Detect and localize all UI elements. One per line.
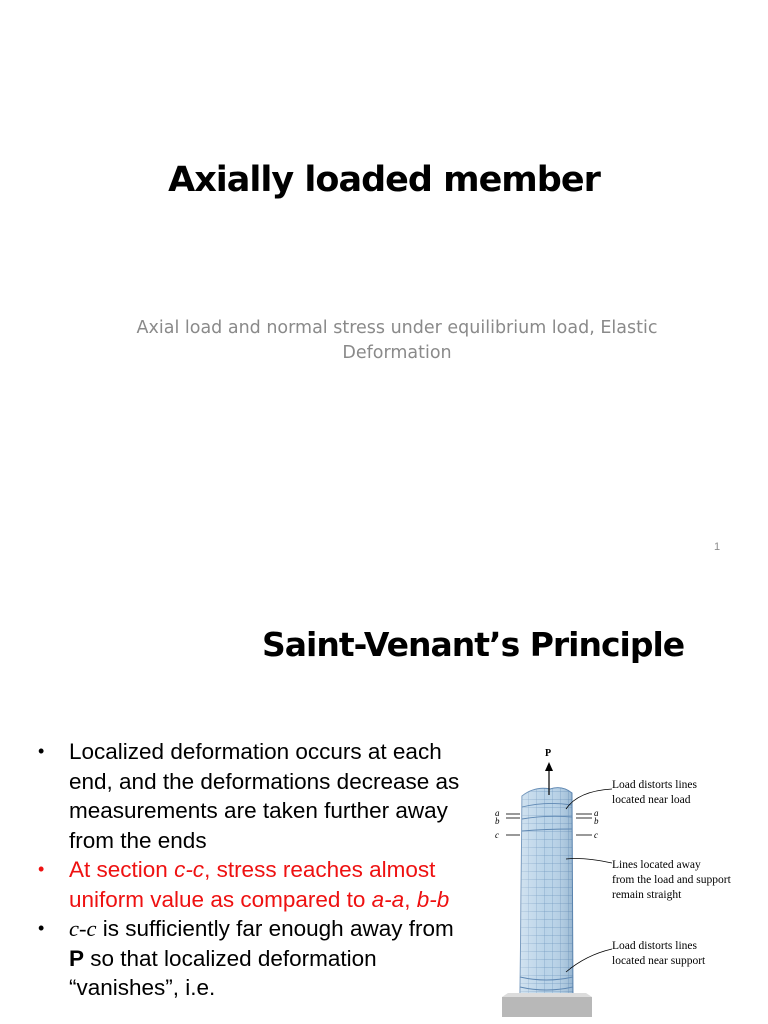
bullet-text: so that localized deformation “vanishes”, i.e. bbox=[69, 945, 377, 1000]
section-label-a-left: a bbox=[495, 808, 500, 818]
callout-1-line-2: located near load bbox=[612, 794, 691, 806]
support-surface bbox=[502, 993, 592, 997]
column-body bbox=[520, 788, 573, 1002]
bullet-dot-icon: • bbox=[38, 741, 45, 761]
support-base bbox=[502, 997, 592, 1017]
slide-subtitle: Axial load and normal stress under equilibrium load, Elastic Deformation bbox=[136, 318, 658, 363]
bullet-text: Localized deformation occurs at each end, and the deformations decrease as measurements are taken further away from the ends bbox=[69, 739, 460, 853]
bullet-item bbox=[38, 914, 468, 1003]
load-label: P bbox=[545, 748, 552, 759]
bullet-item bbox=[38, 737, 468, 855]
callout-3-line-1: Load distorts lines bbox=[612, 940, 697, 952]
bullet-text: At section bbox=[69, 857, 175, 882]
section-label-aa: a-a bbox=[371, 886, 405, 912]
slide-number: 1 bbox=[714, 541, 721, 553]
bullet-dot-icon: • bbox=[38, 918, 45, 938]
section-label-b-right: b bbox=[594, 816, 599, 826]
load-symbol: P bbox=[69, 945, 85, 971]
bullet-dot-icon: • bbox=[38, 859, 45, 879]
slide-2 bbox=[0, 577, 768, 1024]
section-label-a-right: a bbox=[594, 808, 599, 818]
callout-2-line-1: Lines located away bbox=[612, 859, 701, 871]
section-label-b-left: b bbox=[495, 816, 500, 826]
callout-2-line-3: remain straight bbox=[612, 889, 682, 901]
callout-2-line-2: from the load and support bbox=[612, 874, 731, 886]
bullet-text: is sufficiently far enough away from bbox=[96, 916, 454, 941]
slide-title: Saint-Venant’s Principle bbox=[262, 625, 685, 664]
section-label-cc: c-c bbox=[174, 857, 205, 882]
section-label-bb: b-b bbox=[416, 886, 450, 912]
section-label-c-left: c bbox=[495, 830, 499, 840]
bullet-list bbox=[38, 737, 468, 1003]
section-label-cc: c-c bbox=[69, 916, 97, 941]
slide-title: Axially loaded member bbox=[168, 160, 600, 200]
deformation-figure bbox=[480, 748, 768, 1024]
section-label-c-right: c bbox=[594, 830, 598, 840]
bullet-text: , bbox=[404, 886, 417, 912]
bullet-text: , stress reaches almost uniform value as compared to bbox=[69, 857, 436, 912]
load-arrow-icon bbox=[545, 762, 553, 771]
callout-1-line-1: Load distorts lines bbox=[612, 779, 697, 791]
callout-3-line-2: located near support bbox=[612, 955, 706, 967]
bullet-item bbox=[38, 855, 468, 914]
